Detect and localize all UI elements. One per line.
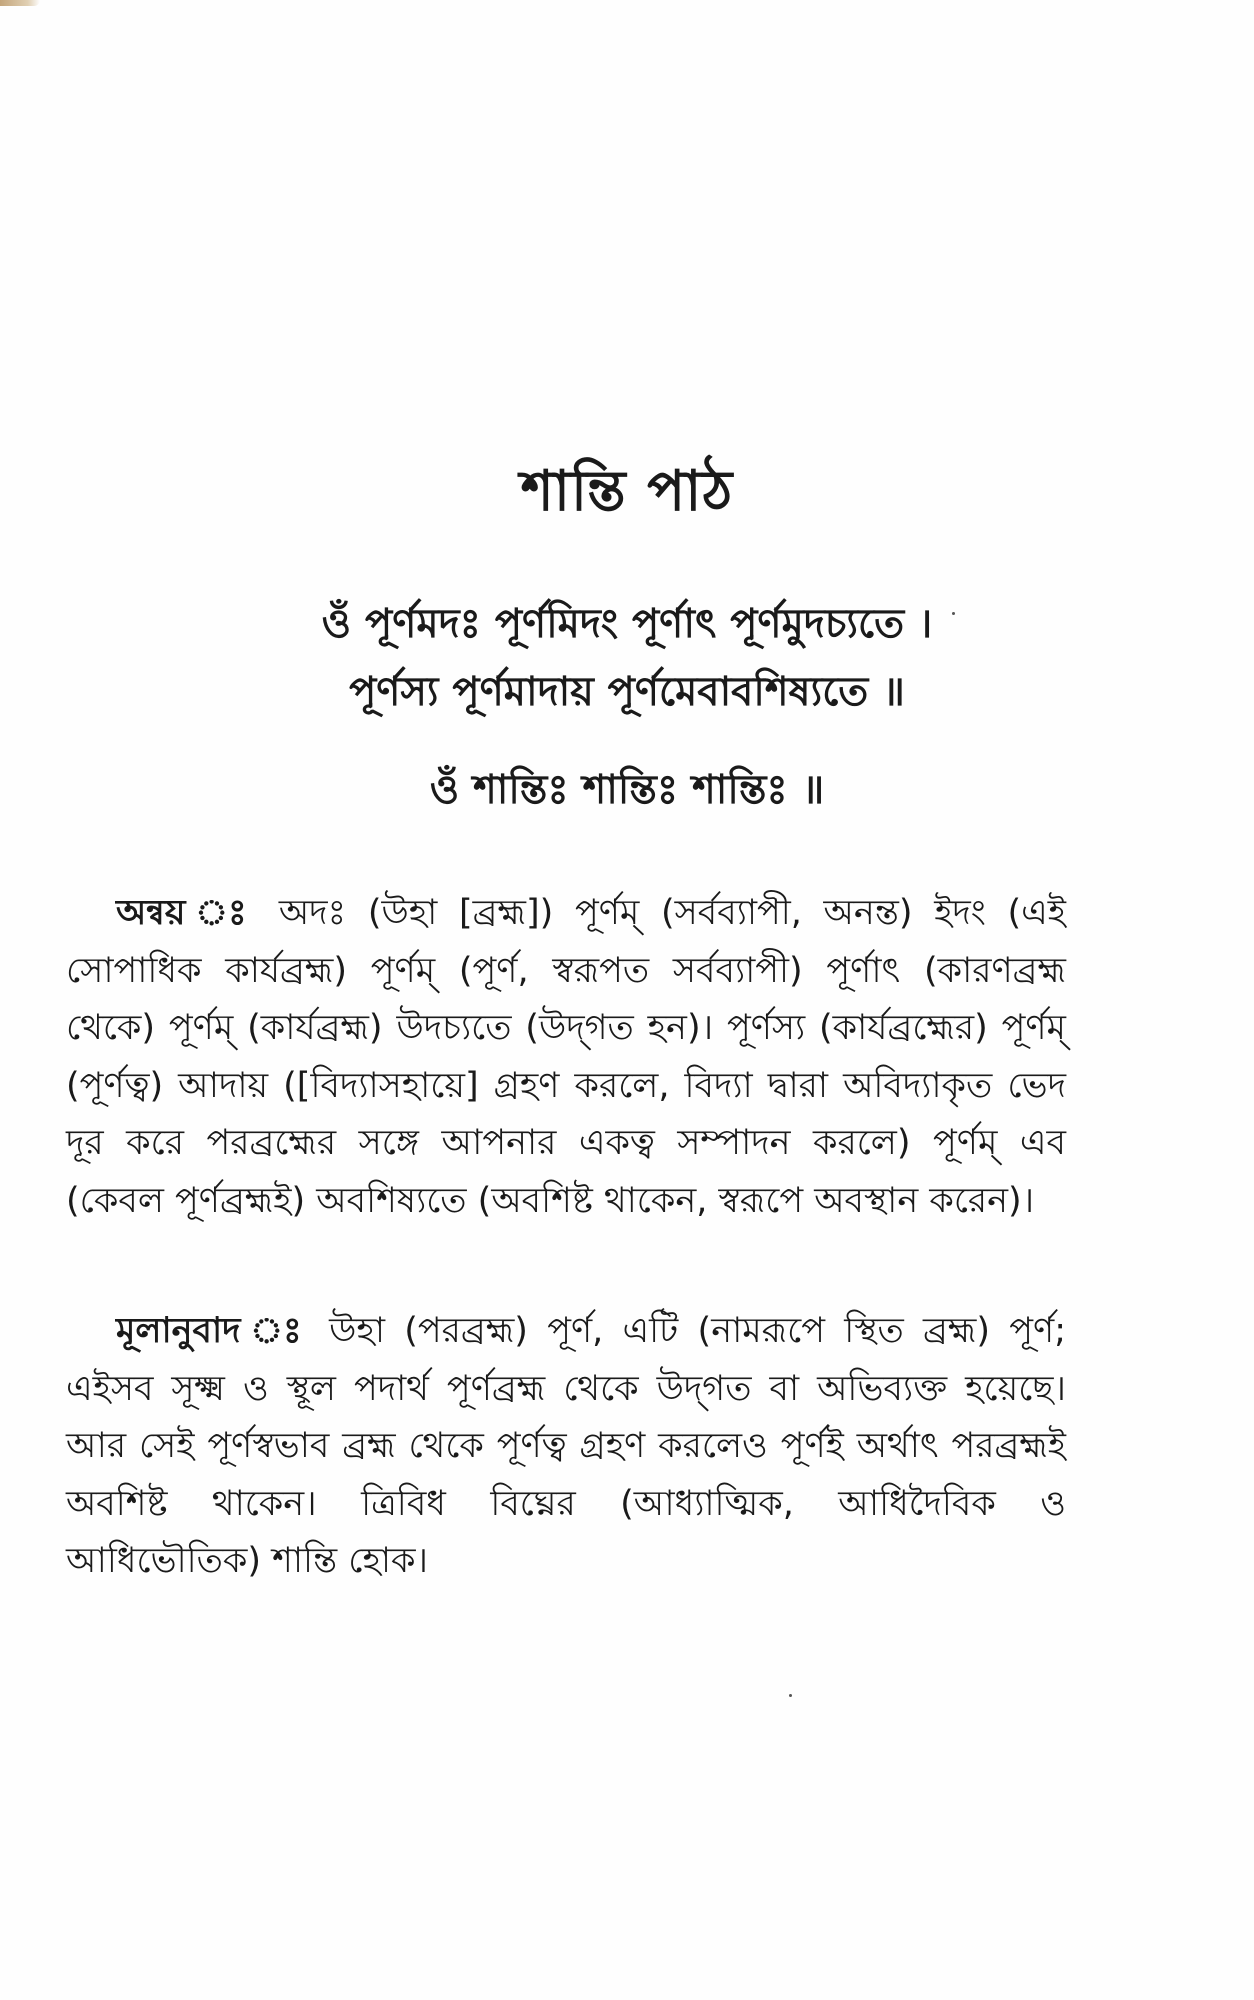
page-title: শান্তি পাঠ bbox=[520, 459, 734, 524]
mantra-line-1: ওঁ পূর্ণমদঃ পূর্ণমিদং পূর্ণাৎ পূর্ণমুদচ্যতে । bbox=[321, 601, 933, 647]
paper-speck bbox=[952, 612, 955, 615]
anvaya-paragraph bbox=[66, 885, 1066, 1230]
anvaya-label: অন্বয় ঃ bbox=[116, 893, 258, 933]
anvaya-text: অদঃ (উহা [ব্রহ্ম]) পূর্ণম্ (সর্বব্যাপী, অনন্ত) ইদং (এই সোপাধিক কার্যব্রহ্ম) পূর্ণম্ (পূর্ণ, স্বরূপত সর্বব্যাপী) পূর্ণাৎ (কারণব্রহ্ম থেকে) পূর্ণম্ (কার্যব্রহ্ম) উদচ্যতে (উদ্‌গত হন)। পূর্ণস্য (কার্যব্রহ্মের) পূর্ণম্ (পূর্ণত্ব) আদায় ([বিদ্যাসহায়ে] গ্রহণ করলে, বিদ্যা দ্বারা অবিদ্যাকৃত ভেদ দূর করে পরব্রহ্মের সঙ্গে আপনার একত্ব সম্পাদন করলে) পূর্ণম্ এব (কেবল পূর্ণব্রহ্মই) অবশিষ্যতে (অবশিষ্ট থাকেন, স্বরূপে অবস্থান করেন)। bbox=[66, 893, 1066, 1221]
translation-text: উহা (পরব্রহ্ম) পূর্ণ, এটি (নামরূপে স্থিত ব্রহ্ম) পূর্ণ; এইসব সূক্ষ্ম ও স্থূল পদার্থ পূর্ণব্রহ্ম থেকে উদ্‌গত বা অভিব্যক্ত হয়েছে। আর সেই পূর্ণস্বভাব ব্রহ্ম থেকে পূর্ণত্ব গ্রহণ করলেও পূর্ণই অর্থাৎ পরব্রহ্মই অবশিষ্ট থাকেন। ত্রিবিধ বিঘ্নের (আধ্যাত্মিক, আধিদৈবিক ও আধিভৌতিক) শান্তি হোক। bbox=[66, 1311, 1067, 1581]
mantra-line-2: পূর্ণস্য পূর্ণমাদায় পূর্ণমেবাবশিষ্যতে ॥ bbox=[349, 669, 905, 715]
translation-paragraph bbox=[66, 1303, 1066, 1591]
translation-label: মূলানুবাদ ঃ bbox=[116, 1311, 310, 1351]
shanti-invocation: ওঁ শান্তিঃ শান্তিঃ শান্তিঃ ॥ bbox=[429, 767, 825, 813]
paper-speck bbox=[789, 1694, 792, 1697]
page-corner-stain bbox=[0, 0, 40, 6]
